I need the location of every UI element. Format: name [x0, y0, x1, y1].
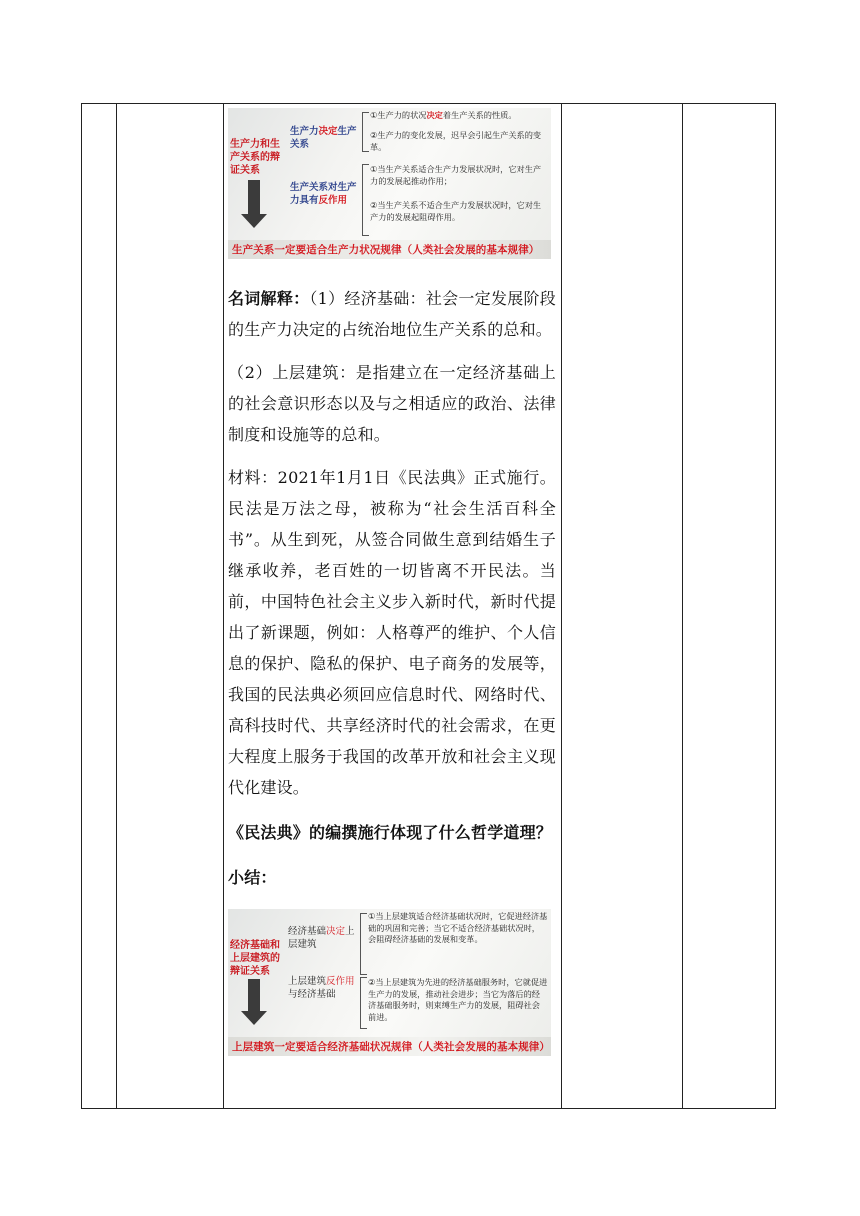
term-item-2: （2）上层建筑：是指建立在一定经济基础上的社会意识形态以及与之相适应的政治、法律制度和设施等的总和。 [228, 363, 556, 444]
branch-note: ②当上层建筑为先进的经济基础服务时，它就促进生产力的发展，推动社会进步；当它为落后的经济基础服务时，则束缚生产力的发展，阻碍社会前进。 [368, 977, 548, 1022]
branch-label: 上层建筑反作用与经济基础 [288, 976, 355, 1000]
down-arrow-icon [248, 979, 260, 1013]
down-arrow-icon [241, 214, 267, 228]
brace-line [362, 164, 369, 236]
brace-line [360, 977, 367, 1029]
column-divider [561, 104, 562, 1108]
teaching-content-cell [228, 108, 556, 1056]
figure-footer-text: 上层建筑一定要适合经济基础状况规律（人类社会发展的基本规律） [232, 1041, 550, 1053]
branch-label: 生产力决定生产关系 [290, 126, 357, 150]
figure-footer-text: 生产关系一定要适合生产力状况规律（人类社会发展的基本规律） [232, 244, 540, 256]
down-arrow-icon [241, 1011, 267, 1025]
branch-note: ②当生产关系不适合生产力发展状况时，它对生产力的发展起阻碍作用。 [370, 200, 542, 222]
brace-line [360, 913, 367, 975]
figure-left-title: 生产力和生产关系的辩证关系 [230, 139, 280, 176]
figure-left-title: 经济基础和上层建筑的辩证关系 [230, 940, 280, 977]
down-arrow-icon [248, 180, 260, 216]
productivity-relations-figure [228, 108, 551, 259]
branch-label: 经济基础决定上层建筑 [288, 926, 355, 950]
branch-note: ①当上层建筑适合经济基础状况时，它促进经济基础的巩固和完善；当它不适合经济基础状况时，会阻碍经济基础的发展和变革。 [368, 911, 548, 944]
branch-note: ①当生产关系适合生产力发展状况时，它对生产力的发展起推动作用； [370, 164, 542, 186]
branch-note: ①生产力的状况决定着生产关系的性质。 [370, 110, 517, 120]
column-divider [223, 104, 224, 1108]
summary-label: 小结： [228, 868, 277, 887]
branch-label: 生产关系对生产力具有反作用 [290, 182, 357, 206]
branch-note: ②生产力的变化发展，迟早会引起生产关系的变革。 [370, 130, 542, 152]
terms-heading: 名词解释： [228, 289, 310, 308]
material-paragraph: 材料：2021年1月1日《民法典》正式施行。民法是万法之母，被称为“社会生活百科全书”。从生到死，从签合同做生意到结婚生子继承收养，老百姓的一切皆离不开民法。当前，中国特色社会主义步入新时代，新时代提出了新课题，例如：人格尊严的维护、个人信息的保护、隐私的保护、电子商务的发展等，我国的民法典必须回应信息时代、网络时代、高科技时代、共享经济时代的社会需求，在更大程度上服务于我国的改革开放和社会主义现代化建设。 [228, 468, 556, 797]
term-item-1: （1）经济基础：社会一定发展阶段的生产力决定的占统治地位生产关系的总和。 [228, 289, 556, 339]
brace-line [362, 112, 369, 152]
column-divider [116, 104, 117, 1108]
question-text: 《民法典》的编撰施行体现了什么哲学道理？ [228, 823, 553, 842]
base-superstructure-figure [228, 909, 551, 1056]
terms-paragraph [228, 283, 556, 345]
column-divider [682, 104, 683, 1108]
